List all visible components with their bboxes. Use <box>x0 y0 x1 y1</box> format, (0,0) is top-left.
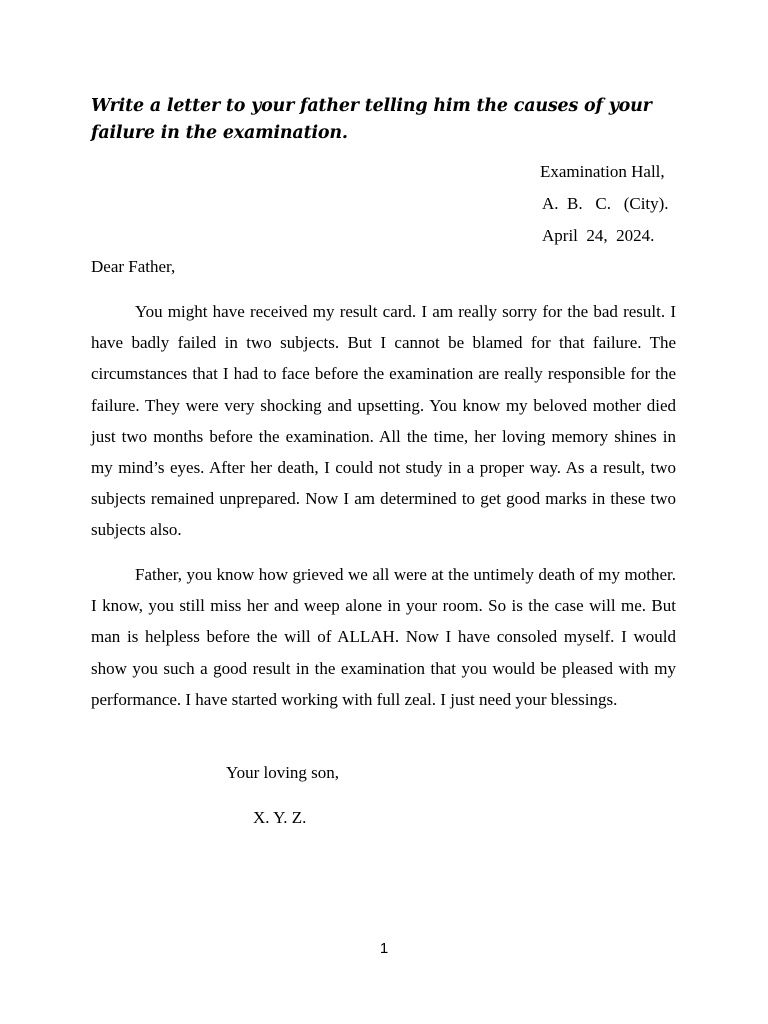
letter-prompt-heading: Write a letter to your father telling him the causes of your failure in the examination. <box>91 96 652 143</box>
address-line-1: Examination Hall, <box>540 162 665 181</box>
signature: X. Y. Z. <box>253 808 307 827</box>
page-number: 1 <box>379 940 389 957</box>
date-line: April 24, 2024. <box>542 226 655 245</box>
salutation: Dear Father, <box>91 257 176 276</box>
closing-phrase: Your loving son, <box>226 763 340 782</box>
address-line-2: A. B. C. (City). <box>542 194 669 213</box>
body-paragraph-2: Father, you know how grieved we all were at the untimely death of my mother. I know, you still miss her and weep alone in your room. So is the case will me. But man is helpless before the will of ALLAH. Now I have consoled myself. I would show you such a good result in the examination that you would be pleased with my performance. I have started working with full zeal. I just need your blessings. <box>91 565 676 709</box>
body-paragraph-1: You might have received my result card. I am really sorry for the bad result. I have badly failed in two subjects. But I cannot be blamed for that failure. The circumstances that I had to face before the examination are really responsible for the failure. They were very shocking and upsetting. You know my beloved mother died just two months before the examination. All the time, her loving memory shines in my mind’s eyes. After her death, I could not study in a proper way. As a result, two subjects remained unprepared. Now I am determined to get good marks in these two subjects also. <box>91 302 676 540</box>
